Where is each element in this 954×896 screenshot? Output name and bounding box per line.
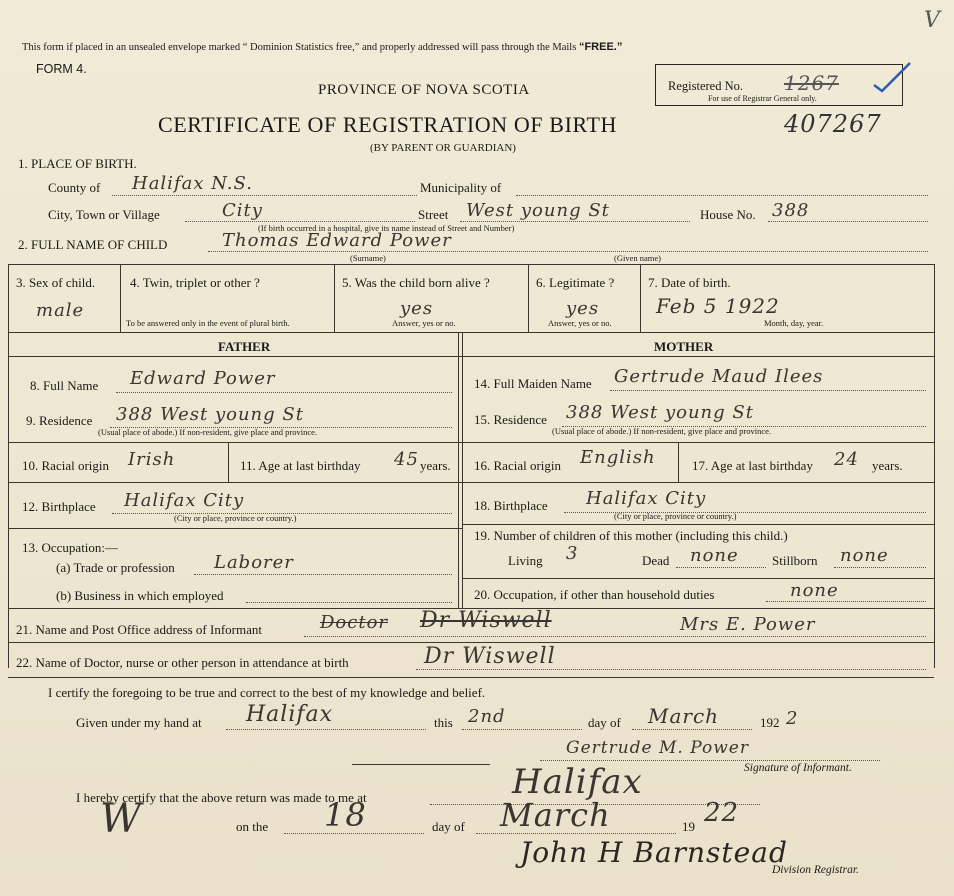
mother-age-label: 17. Age at last birthday	[692, 458, 813, 473]
born-alive-caption: Answer, yes or no.	[392, 318, 456, 328]
registrar-signature: John H Barnstead	[520, 836, 788, 869]
father-racial-label: 10. Racial origin	[22, 458, 110, 473]
given-name-caption: (Given name)	[614, 253, 661, 263]
mother-name-label: 14. Full Maiden Name	[474, 376, 592, 391]
legitimate-caption: Answer, yes or no.	[548, 318, 612, 328]
mother-heading: MOTHER	[654, 339, 714, 354]
registrar-statement: I hereby certify that the above return was made to me at	[76, 790, 367, 805]
corner-check-mark: V	[924, 8, 941, 33]
child-name-value: Thomas Edward Power	[222, 230, 452, 251]
mother-birthplace-caption: (City or place, province or country.)	[614, 511, 737, 521]
mother-birthplace-label: 18. Birthplace	[474, 498, 548, 513]
given-year-prefix: 192	[760, 715, 780, 730]
certificate-title: CERTIFICATE OF REGISTRATION OF BIRTH	[158, 112, 617, 137]
registered-number: 1267	[784, 71, 839, 95]
father-occupation-label: 13. Occupation:—	[22, 540, 119, 555]
informant-signature: Gertrude M. Power	[566, 738, 749, 758]
mother-occupation-label: 20. Occupation, if other than household duties	[474, 587, 715, 602]
registrar-year-suffix: 22	[704, 798, 740, 828]
legitimate-label: 6. Legitimate ?	[536, 275, 615, 290]
given-day-of-label: day of	[588, 715, 621, 730]
mother-years-label: years.	[872, 458, 903, 473]
certificate-subtitle: (BY PARENT OR GUARDIAN)	[370, 142, 516, 154]
father-name-label: 8. Full Name	[30, 378, 99, 393]
twin-label: 4. Twin, triplet or other ?	[130, 275, 260, 290]
county-label: County of	[48, 180, 101, 195]
city-label: City, Town or Village	[48, 207, 160, 222]
date-of-birth-label: 7. Date of birth.	[648, 275, 731, 290]
living-label: Living	[508, 553, 543, 568]
registrar-year-prefix: 19	[682, 819, 695, 834]
dead-value: none	[690, 545, 739, 566]
house-number-value: 388	[772, 200, 810, 221]
date-of-birth-value: Feb 5 1922	[656, 294, 780, 318]
stillborn-value: none	[840, 545, 889, 566]
given-under-hand-label: Given under my hand at	[76, 715, 202, 730]
informant-struck-title: Doctor	[320, 612, 389, 633]
trade-value: Laborer	[214, 552, 294, 573]
county-value: Halifax N.S.	[132, 173, 253, 194]
registered-number-box	[655, 64, 903, 106]
registrar-month-value: March	[500, 796, 611, 834]
mother-residence-value: 388 West young St	[566, 402, 754, 423]
given-year-suffix: 2	[786, 708, 799, 729]
on-the-label: on the	[236, 819, 269, 834]
city-value: City	[222, 200, 263, 221]
blue-check-icon	[870, 59, 914, 97]
father-residence-value: 388 West young St	[116, 404, 304, 425]
mother-occupation-value: none	[790, 580, 839, 601]
born-alive-value: yes	[400, 298, 434, 319]
mail-note: This form if placed in an unsealed envelope marked “ Dominion Statistics free,” and properly addressed will pass through the Mails “FREE.”	[22, 41, 623, 53]
registrar-place-value: Halifax	[512, 762, 643, 802]
division-registrar-caption: Division Registrar.	[772, 864, 859, 876]
informant-label: 21. Name and Post Office address of Informant	[16, 622, 262, 637]
twin-note: To be answered only in the event of plural birth.	[126, 318, 290, 328]
sex-value: male	[36, 300, 85, 321]
father-residence-label: 9. Residence	[26, 413, 93, 428]
informant-value: Mrs E. Power	[680, 614, 816, 635]
given-day-value: 2nd	[468, 706, 506, 727]
given-place-value: Halifax	[246, 702, 334, 727]
father-age-value: 45	[394, 449, 419, 470]
father-birthplace-label: 12. Birthplace	[22, 499, 96, 514]
surname-caption: (Surname)	[350, 253, 386, 263]
registrar-day-of-label: day of	[432, 819, 465, 834]
mother-age-value: 24	[834, 449, 859, 470]
date-caption: Month, day, year.	[764, 318, 824, 328]
father-name-value: Edward Power	[130, 368, 276, 389]
informant-struck-name: Dr Wiswell	[420, 608, 552, 633]
father-birthplace-value: Halifax City	[124, 490, 245, 511]
father-heading: FATHER	[218, 339, 271, 354]
father-racial-value: Irish	[128, 449, 176, 470]
registrar-day-value: 18	[324, 796, 367, 834]
stillborn-label: Stillborn	[772, 553, 818, 568]
form-number: FORM 4.	[36, 62, 87, 76]
municipality-label: Municipality of	[420, 180, 502, 195]
province-heading: PROVINCE OF NOVA SCOTIA	[318, 82, 530, 98]
registered-label: Registered No.	[668, 79, 743, 93]
mother-racial-value: English	[580, 447, 656, 468]
registrar-initials: W	[100, 796, 143, 842]
mother-birthplace-value: Halifax City	[586, 488, 707, 509]
legitimate-value: yes	[566, 298, 600, 319]
trade-label: (a) Trade or profession	[56, 560, 175, 575]
place-of-birth-label: 1. PLACE OF BIRTH.	[18, 156, 137, 171]
given-month-value: March	[648, 704, 720, 728]
informant-signature-caption: Signature of Informant.	[744, 762, 852, 774]
handwritten-certificate-number: 407267	[784, 110, 882, 138]
mother-racial-label: 16. Racial origin	[474, 458, 562, 473]
sex-label: 3. Sex of child.	[16, 275, 96, 290]
doctor-value: Dr Wiswell	[424, 644, 556, 669]
business-label: (b) Business in which employed	[56, 588, 224, 603]
father-years-label: years.	[420, 458, 451, 473]
father-birthplace-caption: (City or place, province or country.)	[174, 513, 297, 523]
mother-residence-label: 15. Residence	[474, 412, 547, 427]
father-residence-caption: (Usual place of abode.) If non-resident, give place and province.	[98, 427, 318, 437]
born-alive-label: 5. Was the child born alive ?	[342, 275, 490, 290]
street-label: Street	[418, 207, 449, 222]
children-count-label: 19. Number of children of this mother (including this child.)	[474, 528, 788, 543]
mother-residence-caption: (Usual place of abode.) If non-resident, give place and province.	[552, 426, 772, 436]
hospital-note: (If birth occurred in a hospital, give its name instead of Street and Number)	[258, 223, 515, 233]
dead-label: Dead	[642, 553, 670, 568]
this-label: this	[434, 715, 453, 730]
living-value: 3	[566, 543, 579, 564]
street-value: West young St	[466, 200, 610, 221]
mother-name-value: Gertrude Maud Ilees	[614, 366, 824, 387]
house-number-label: House No.	[700, 207, 756, 222]
doctor-label: 22. Name of Doctor, nurse or other person in attendance at birth	[16, 655, 349, 670]
child-name-label: 2. FULL NAME OF CHILD	[18, 237, 168, 252]
certification-statement: I certify the foregoing to be true and correct to the best of my knowledge and belief.	[48, 685, 486, 700]
registrar-general-note: For use of Registrar General only.	[708, 94, 817, 103]
father-age-label: 11. Age at last birthday	[240, 458, 361, 473]
